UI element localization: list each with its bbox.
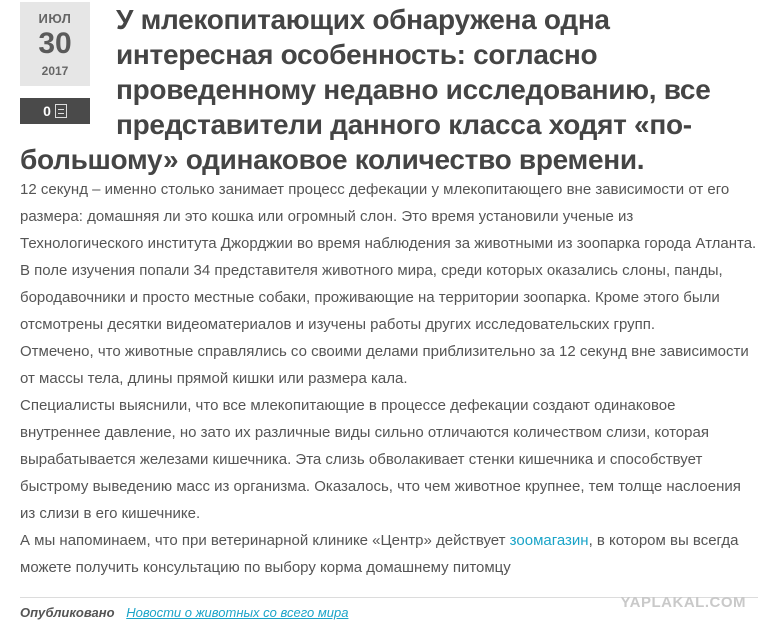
date-day: 30 [38, 27, 72, 60]
title-spacer [20, 2, 116, 134]
published-label: Опубликовано [20, 605, 115, 620]
site-watermark: YAPLAKAL.COM [620, 594, 746, 611]
comments-count: 0 [43, 103, 51, 119]
petshop-link[interactable]: зоомагазин [509, 532, 589, 549]
closing-text-before: А мы напоминаем, что при ветеринарной клинике «Центр» действует [20, 532, 510, 549]
closing-text-after: , в котором вы всегда можете получить консультацию по выбору корма домашнему питомцу [20, 532, 739, 576]
article-footer [20, 605, 348, 620]
article-title-text: У млекопитающих обнаружена одна интересная особенность: согласно проведенному недавно исследованию, все представители данного класса ходят «по-большому» одинаковое количество времени. [20, 4, 711, 175]
article-paragraph: 12 секунд – именно столько занимает процесс дефекации у млекопитающего вне зависимости от его размера: домашняя ли это кошка или огромный слон. Это время установили ученые из Технологического института Джорджии во время наблюдения за животными из зоопарка города Атланта. В поле изучения попали 34 представителя животного мира, среди которых оказались слоны, панды, бородавочники и просто местные собаки, проживающие на территории зоопарка. Кроме этого были отсмотрены десятки видеоматериалов и изучены работы других исследовательских групп. [20, 181, 757, 333]
article-title [20, 2, 740, 177]
article-paragraph-closing [20, 527, 760, 581]
category-link[interactable]: Новости о животных со всего мира [126, 605, 349, 620]
article-paragraph: Отмечено, что животные справлялись со своими делами приблизительно за 12 секунд вне зависимости от массы тела, длины прямой кишки или размера кала. [20, 343, 749, 387]
article-paragraph: Специалисты выяснили, что все млекопитающие в процессе дефекации создают одинаковое внутреннее давление, но зато их различные виды сильно отличаются количеством слизи, которая вырабатывается железами кишечника. Эта слизь обволакивает стенки кишечника и способствует быстрому выведению масс из организма. Оказалось, что чем животное крупнее, тем толще наслоения из слизи в его кишечнике. [20, 397, 741, 522]
date-year: 2017 [41, 64, 69, 78]
article-body [20, 176, 760, 581]
date-month: ИЮЛ [38, 11, 72, 26]
